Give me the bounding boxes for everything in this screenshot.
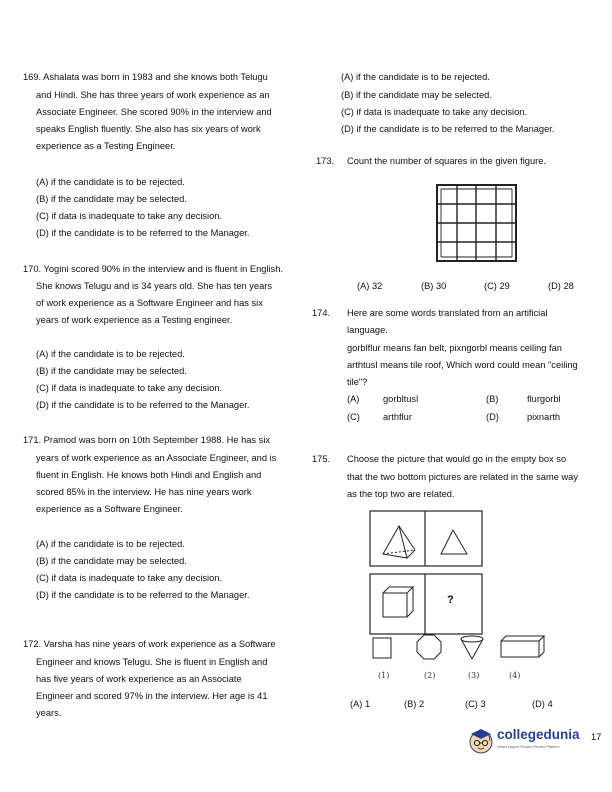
cone-figure	[461, 636, 483, 659]
q174-option-d-text: pixnarth	[527, 412, 561, 422]
q170-option-c: (C) if data is inadequate to take any decision.	[36, 383, 223, 393]
q171-line: fluent in English. He knows both Hindi and English and	[36, 470, 262, 480]
q174-line: Here are some words translated from an artificial	[347, 308, 548, 318]
answer-figures	[368, 632, 548, 668]
q174-line: arthtusl means tile roof, Which word could mean "ceiling	[347, 360, 578, 370]
squares-grid-figure	[436, 184, 517, 262]
page-number: 17	[591, 732, 602, 742]
cuboid-figure	[501, 636, 544, 657]
q169-option-a: (A) if the candidate is to be rejected.	[36, 177, 185, 187]
q170-option-a: (A) if the candidate is to be rejected.	[36, 349, 185, 359]
q169-line: speaks English fluently. She also has six years of work	[36, 124, 261, 134]
q169-line: and Hindi. She has three years of work experience as an	[36, 90, 270, 100]
q172-option-b: (B) if the candidate may be selected.	[341, 90, 492, 100]
q175-option-b: (B) 2	[404, 699, 425, 709]
figure-label-4: (4)	[509, 671, 521, 680]
q170-line: She knows Telugu and is 34 years old. She has ten years	[36, 281, 273, 291]
brand-tagline: India's largest Student Review Platform	[497, 745, 560, 749]
q171-line: years of work experience as an Associate Engineer, and is	[36, 453, 277, 463]
q174-option-c-label: (C)	[347, 412, 360, 422]
q169-option-b: (B) if the candidate may be selected.	[36, 194, 187, 204]
q172-line: has five years of work experience as an Associate	[36, 674, 242, 684]
q171-option-d: (D) if the candidate is to be referred to the Manager.	[36, 590, 250, 600]
q171-line: 171. Pramod was born on 10th September 1988. He has six	[23, 435, 271, 445]
analogy-figure	[369, 510, 483, 636]
q174-option-a-label: (A)	[347, 394, 360, 404]
figure-label-3: (3)	[468, 671, 480, 680]
q175-line: Choose the picture that would go in the empty box so	[347, 454, 567, 464]
q172-line: Engineer and knows Telugu. She is fluent in English and	[36, 657, 268, 667]
q175-number: 175.	[312, 454, 331, 464]
q174-option-a-text: gorbltusl	[383, 394, 419, 404]
q173-option-c: (C) 29	[484, 281, 510, 291]
q172-option-c: (C) if data is inadequate to take any decision.	[341, 107, 528, 117]
brand-name: collegedunia	[497, 727, 580, 742]
q175-line: as the top two are related.	[347, 489, 455, 499]
q171-option-a: (A) if the candidate is to be rejected.	[36, 539, 185, 549]
octagon-figure	[417, 635, 441, 659]
q174-line: tile"?	[347, 377, 368, 387]
square-figure	[373, 638, 391, 658]
collegedunia-logo-icon	[466, 725, 496, 755]
q175-option-a: (A) 1	[350, 699, 371, 709]
q172-line: 172. Varsha has nine years of work experience as a Software	[23, 639, 276, 649]
q169-line: 169. Ashalata was born in 1983 and she knows both Telugu	[23, 72, 268, 82]
figure-label-2: (2)	[424, 671, 436, 680]
q173-number: 173.	[316, 156, 335, 166]
q174-option-b-text: flurgorbl	[527, 394, 561, 404]
q174-option-b-label: (B)	[486, 394, 499, 404]
q170-line: 170. Yogini scored 90% in the interview and is fluent in English.	[23, 264, 283, 274]
q174-option-c-text: arthflur	[383, 412, 412, 422]
q172-option-a: (A) if the candidate is to be rejected.	[341, 72, 490, 82]
q171-line: experience as a Software Engineer.	[36, 504, 183, 514]
q174-number: 174.	[312, 308, 331, 318]
q169-line: experience as a Testing Engineer.	[36, 141, 176, 151]
q175-line: that the two bottom pictures are related in the same way	[347, 472, 578, 482]
cube-shape	[383, 587, 413, 617]
q170-option-d: (D) if the candidate is to be referred to the Manager.	[36, 400, 250, 410]
q174-line: language.	[347, 325, 388, 335]
q169-option-d: (D) if the candidate is to be referred to the Manager.	[36, 228, 250, 238]
q175-option-c: (C) 3	[465, 699, 486, 709]
q170-line: of work experience as a Software Engineer and has six	[36, 298, 263, 308]
q171-option-c: (C) if data is inadequate to take any decision.	[36, 573, 223, 583]
pyramid-shape	[383, 526, 415, 558]
q173-option-a: (A) 32	[357, 281, 383, 291]
q172-line: years.	[36, 708, 62, 718]
q170-line: years of work experience as a Testing engineer.	[36, 315, 233, 325]
q174-option-d-label: (D)	[486, 412, 499, 422]
q171-option-b: (B) if the candidate may be selected.	[36, 556, 187, 566]
q172-line: Engineer and scored 97% in the interview. Her age is 41	[36, 691, 268, 701]
q171-line: scored 85% in the interview. He has nine years work	[36, 487, 252, 497]
q169-line: Associate Engineer. She scored 90% in the interview and	[36, 107, 272, 117]
q174-line: gorblflur means fan belt, pixngorbl means ceiling fan	[347, 343, 562, 353]
q173-text: Count the number of squares in the given figure.	[347, 156, 546, 166]
q172-option-d: (D) if the candidate is to be referred to the Manager.	[341, 124, 555, 134]
triangle-shape	[441, 530, 467, 554]
q173-option-d: (D) 28	[548, 281, 574, 291]
q175-option-d: (D) 4	[532, 699, 553, 709]
figure-label-1: (1)	[378, 671, 390, 680]
q170-option-b: (B) if the candidate may be selected.	[36, 366, 187, 376]
q169-option-c: (C) if data is inadequate to take any decision.	[36, 211, 223, 221]
question-mark: ?	[447, 594, 454, 606]
q173-option-b: (B) 30	[421, 281, 447, 291]
